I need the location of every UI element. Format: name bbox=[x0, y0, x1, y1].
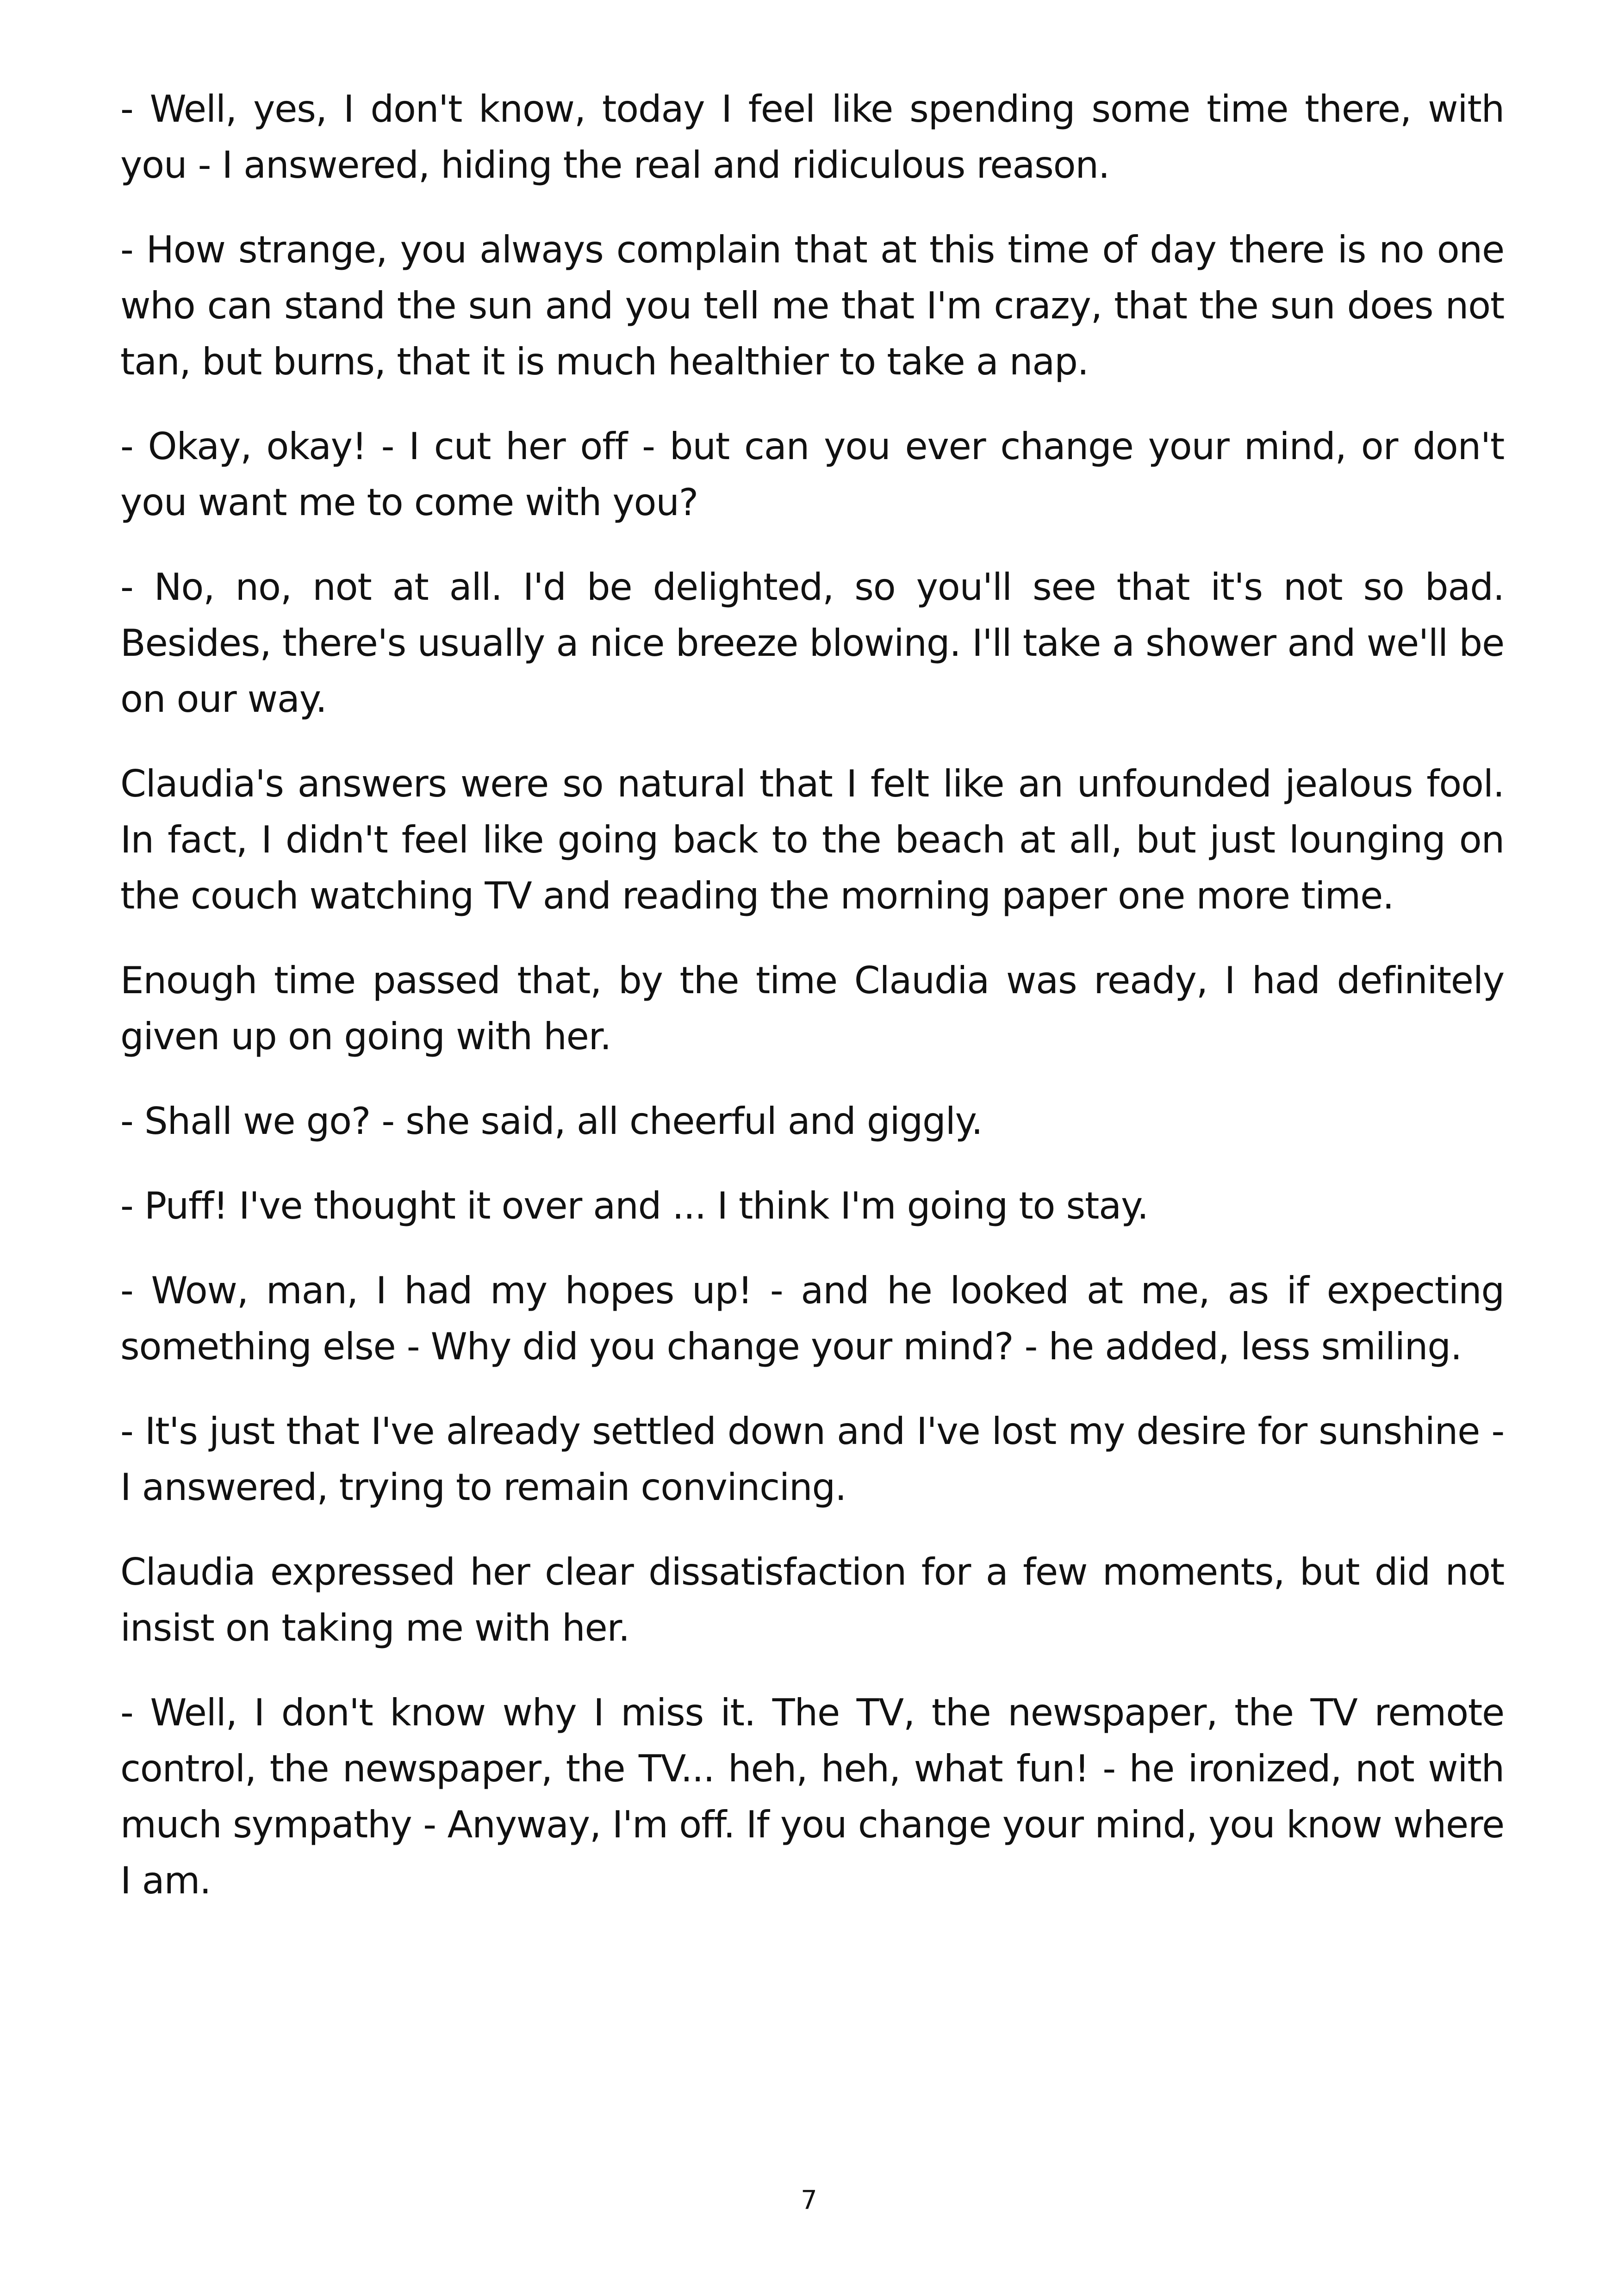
paragraph-2: - How strange, you always complain that at this time of day there is no one who can stand the sun and you tell me that I'm crazy, that the sun does not tan, but burns, that it is much healthier to take a nap. bbox=[120, 228, 1504, 383]
paragraph-7: - Shall we go? - she said, all cheerful and giggly. bbox=[120, 1100, 983, 1143]
paragraph-9: - Wow, man, I had my hopes up! - and he looked at me, as if expecting something else - Why did you change your mind? - he added, less smiling. bbox=[120, 1269, 1504, 1368]
paragraph-12: - Well, I don't know why I miss it. The TV, the newspaper, the TV remote control, the newspaper, the TV... heh, heh, what fun! - he ironized, not with much sympathy - Anyway, I'm off. If you change your mind, you know where I am. bbox=[120, 1691, 1504, 1902]
paragraph-3: - Okay, okay! - I cut her off - but can you ever change your mind, or don't you want me to come with you? bbox=[120, 425, 1504, 524]
paragraph-5: Claudia's answers were so natural that I felt like an unfounded jealous fool. In fact, I didn't feel like going back to the beach at all, but just lounging on the couch watching TV and reading the morning paper one more time. bbox=[120, 762, 1504, 917]
paragraph-6: Enough time passed that, by the time Claudia was ready, I had definitely given up on going with her. bbox=[120, 959, 1504, 1058]
paragraph-11: Claudia expressed her clear dissatisfaction for a few moments, but did not insist on taking me with her. bbox=[120, 1550, 1504, 1649]
paragraph-10: - It's just that I've already settled down and I've lost my desire for sunshine - I answered, trying to remain convincing. bbox=[120, 1410, 1504, 1509]
page-number: 7 bbox=[801, 2185, 817, 2215]
paragraph-4: - No, no, not at all. I'd be delighted, so you'll see that it's not so bad. Besides, there's usually a nice breeze blowing. I'll take a shower and we'll be on our way. bbox=[120, 566, 1504, 721]
paragraph-1: - Well, yes, I don't know, today I feel like spending some time there, with you - I answered, hiding the real and ridiculous reason. bbox=[120, 87, 1504, 187]
body-text bbox=[120, 81, 1504, 1937]
paragraph-8: - Puff! I've thought it over and ... I think I'm going to stay. bbox=[120, 1184, 1148, 1227]
